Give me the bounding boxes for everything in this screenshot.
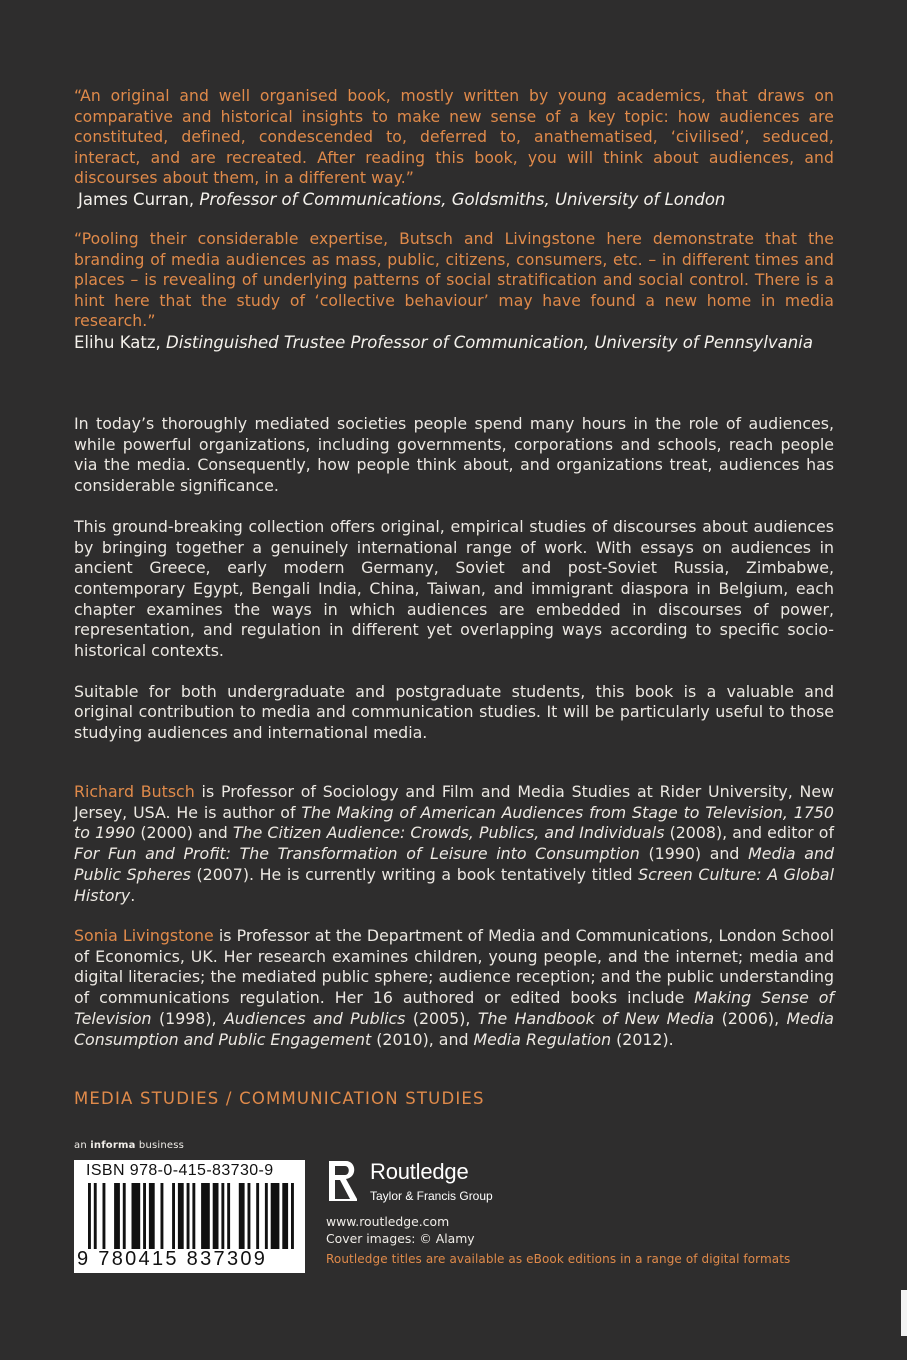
description-paragraph-3: Suitable for both undergraduate and postgraduate students, this book is a valuable and original contribution to media and communication studies. It will be particularly useful to those studying audiences and international media. [74, 681, 834, 743]
subject-category: MEDIA STUDIES / COMMUNICATION STUDIES [74, 1089, 485, 1108]
endorsement-2 [74, 229, 834, 353]
quote-author-title: Professor of Communications, Goldsmiths, University of London [199, 189, 726, 209]
author-name: Sonia Livingstone [74, 926, 214, 945]
bio-text: Richard Butsch is Professor of Sociology and Film and Media Studies at Rider University, New Jersey, USA. He is author of The Making of American Audiences from Stage to Television, 1750 to 1990 (2000) and The Citizen Audience: Crowds, Publics, and Individuals (2008), and editor of For Fun and Profit: The Transformation of Leisure into Consumption (1990) and Media and Public Spheres (2007). He is currently writing a book tentatively titled Screen Culture: A Global History. [74, 782, 835, 905]
cover-image-credit: Cover images: © Alamy [326, 1231, 475, 1246]
quote-text: “An original and well organised book, mostly written by young academics, that draws on comparative and historical insights to make new sense of a key topic: how audiences are constituted, defined, condescended to, deferred to, anathematised, ‘civilised’, seduced, interact, and are recreated. After reading this book, you will think about audiences, and discourses about them, in a different way.” [74, 87, 834, 188]
quote-author: Elihu Katz, [74, 332, 161, 352]
publisher-name: Routledge [370, 1159, 469, 1184]
book-description [74, 414, 834, 744]
barcode-box [74, 1160, 305, 1273]
quote-author-title: Distinguished Trustee Professor of Communication, University of Pennsylvania [166, 332, 813, 352]
ebook-note: Routledge titles are available as eBook editions in a range of digital formats [326, 1252, 791, 1266]
quote-attribution [74, 189, 834, 210]
author-bio-butsch [74, 782, 834, 906]
description-paragraph-2: This ground-breaking collection offers original, empirical studies of discourses about audiences by bringing together a genuinely international range of work. With essays on audiences in ancient Greece, early modern Germany, Soviet and post-Soviet Russia, Zimbabwe, contemporary Egypt, Bengali India, China, Taiwan, and immigrant diaspora in Belgium, each chapter examines the ways in which audiences are embedded in discourses of power, representation, and regulation in different yet overlapping ways according to specific socio-historical contexts. [74, 516, 834, 661]
publisher-group: Taylor & Francis Group [370, 1189, 493, 1203]
publisher-website[interactable]: www.routledge.com [326, 1214, 450, 1229]
routledge-r-icon [326, 1157, 360, 1201]
publisher-logo [326, 1157, 493, 1205]
author-name: Richard Butsch [74, 782, 195, 801]
quote-attribution [74, 332, 834, 353]
barcode-icon [88, 1183, 294, 1249]
quote-author: James Curran, [78, 189, 195, 209]
barcode-digits: 9 780415 837309 [77, 1248, 268, 1270]
endorsement-1 [74, 86, 834, 210]
author-bio-livingstone [74, 926, 834, 1050]
bio-text: Sonia Livingstone is Professor at the Department of Media and Communications, London School of Economics, UK. Her research examines children, young people, and the internet; media and digital literacies; the mediated public sphere; audience reception; and the public understanding of communications regulation. Her 16 authored or edited books include Making Sense of Television (1998), Audiences and Publics (2005), The Handbook of New Media (2006), Media Consumption and Public Engagement (2010), and Media Regulation (2012). [74, 926, 834, 1049]
isbn-label: ISBN 978-0-415-83730-9 [86, 1162, 274, 1179]
informa-tagline: an informa business [74, 1140, 185, 1151]
description-paragraph-1: In today’s thoroughly mediated societies people spend many hours in the role of audiences, while powerful organizations, including governments, corporations and schools, reach people via the media. Consequently, how people think about, and organizations treat, audiences has considerable significance. [74, 414, 834, 496]
quote-text: “Pooling their considerable expertise, Butsch and Livingstone here demonstrate that the branding of media audiences as mass, public, citizens, consumers, etc. – in different times and places – is revealing of underlying patterns of social stratification and social control. There is a hint here that the study of ‘collective behaviour’ may have found a new home in media research.” [74, 230, 834, 331]
page-edge-mark [901, 1290, 907, 1336]
